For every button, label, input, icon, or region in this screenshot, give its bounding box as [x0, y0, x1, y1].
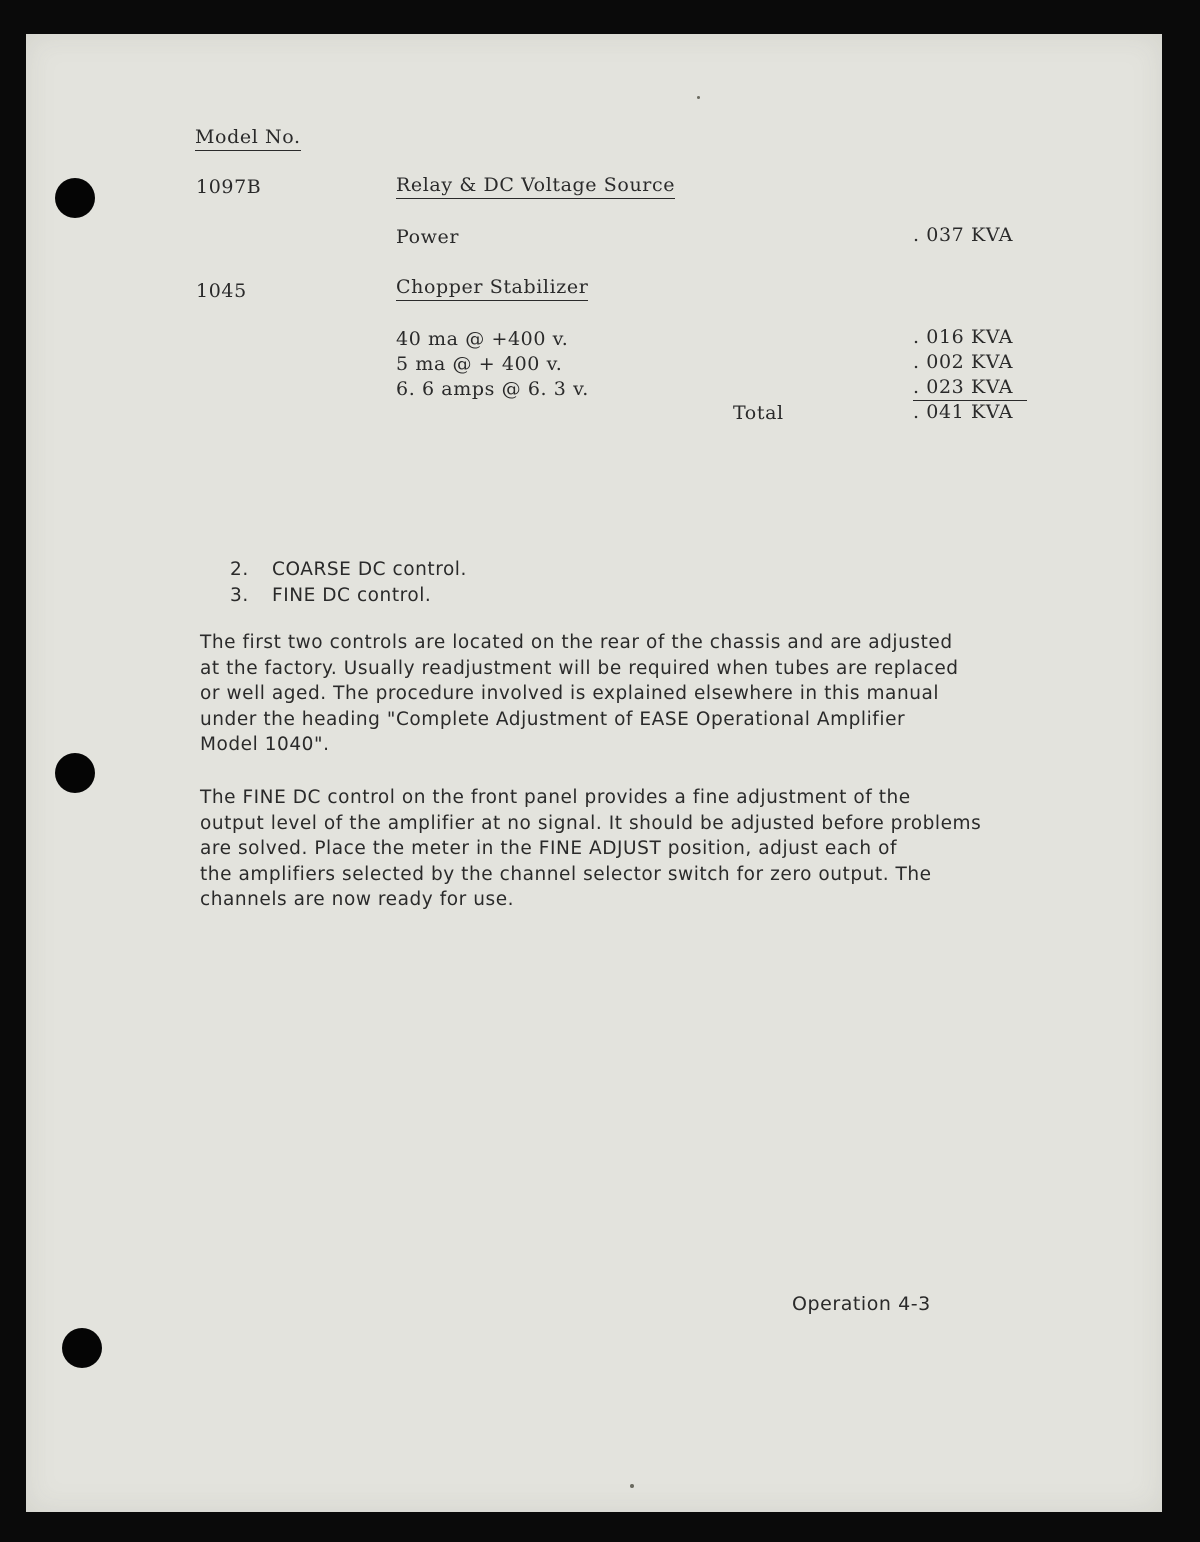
- list-number: 2.: [230, 559, 249, 580]
- page-footer: Operation 4-3: [792, 1293, 931, 1315]
- model-number: 1045: [196, 280, 247, 302]
- paper-speck: [697, 96, 700, 99]
- paragraph: [200, 785, 981, 913]
- power-value: . 037 KVA: [913, 224, 1014, 246]
- paper-speck: [630, 1484, 634, 1488]
- paragraph-line: the amplifiers selected by the channel selector switch for zero output. The: [200, 863, 932, 885]
- item-value: . 016 KVA: [913, 326, 1014, 348]
- punch-hole-bottom: [62, 1328, 102, 1368]
- total-label: Total: [733, 402, 784, 424]
- item-label: 5 ma @ + 400 v.: [396, 353, 563, 375]
- paragraph-line: output level of the amplifier at no signal. It should be adjusted before problems: [200, 812, 982, 834]
- paragraph-line: The FINE DC control on the front panel provides a fine adjustment of the: [200, 787, 911, 808]
- list-text: FINE DC control.: [272, 585, 432, 606]
- item-label: 40 ma @ +400 v.: [396, 328, 569, 350]
- list-item: [230, 557, 467, 583]
- paragraph-line: at the factory. Usually readjustment will be required when tubes are replaced: [200, 657, 959, 679]
- model-number: 1097B: [196, 176, 262, 198]
- paragraph: [200, 630, 959, 758]
- model-name: Relay & DC Voltage Source: [396, 174, 675, 199]
- list-number: 3.: [230, 585, 249, 606]
- item-value: . 023 KVA: [913, 376, 1014, 398]
- paragraph-line: The first two controls are located on the rear of the chassis and are adjusted: [200, 632, 953, 653]
- punch-hole-top: [55, 178, 95, 218]
- document-page: [26, 34, 1162, 1512]
- list-text: COARSE DC control.: [272, 559, 467, 580]
- paragraph-line: are solved. Place the meter in the FINE ADJUST position, adjust each of: [200, 838, 898, 859]
- paragraph-line: channels are now ready for use.: [200, 889, 515, 910]
- item-label: 6. 6 amps @ 6. 3 v.: [396, 378, 589, 400]
- paragraph-line: under the heading "Complete Adjustment of EASE Operational Amplifier: [200, 708, 906, 730]
- total-value: . 041 KVA: [913, 401, 1014, 423]
- power-label: Power: [396, 226, 460, 248]
- item-value: . 002 KVA: [913, 351, 1014, 373]
- paragraph-line: or well aged. The procedure involved is explained elsewhere in this manual: [200, 683, 940, 704]
- model-name: Chopper Stabilizer: [396, 276, 588, 301]
- list-item: [230, 583, 431, 609]
- punch-hole-middle: [55, 753, 95, 793]
- model-no-header: Model No.: [195, 126, 301, 151]
- paragraph-line: Model 1040".: [200, 734, 330, 755]
